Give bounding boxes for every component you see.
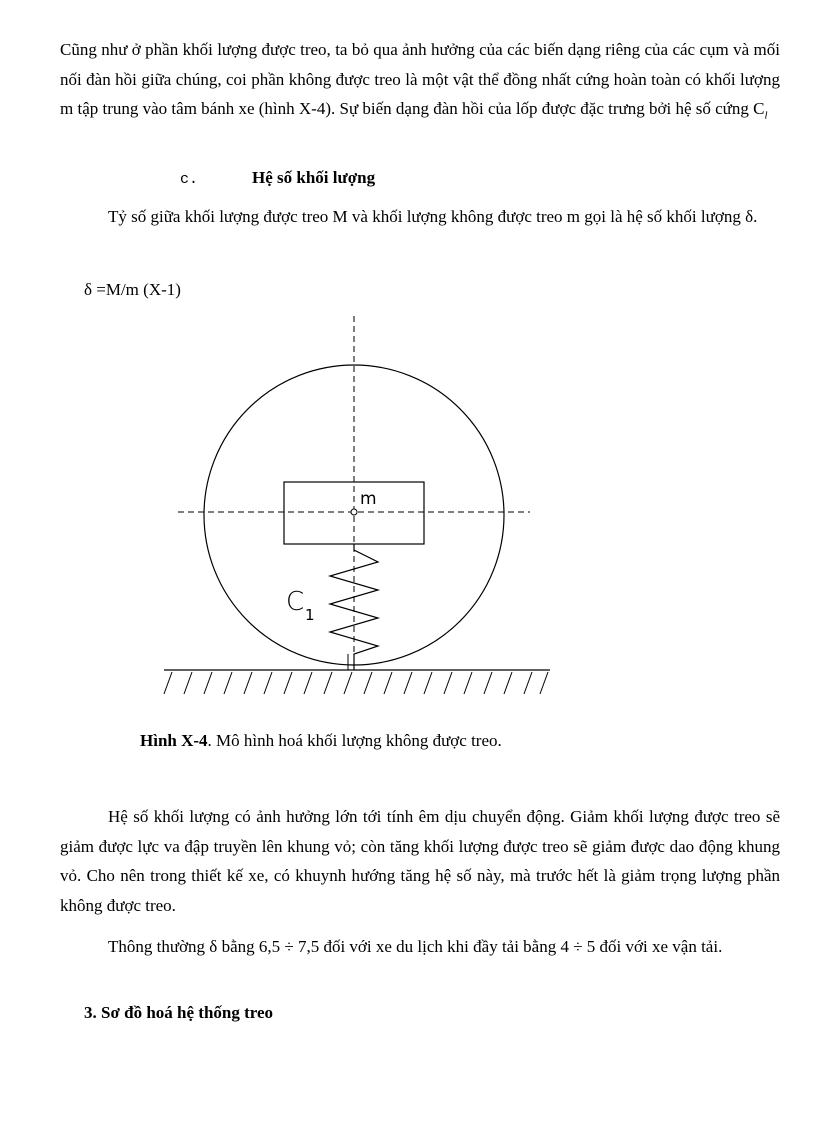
formula-x1: δ =M/m (X-1) [84, 280, 181, 299]
mass-label: m [360, 489, 377, 509]
caption-label: Hình X-4 [140, 731, 208, 750]
section-heading-3: 3. Sơ đồ hoá hệ thống treo [84, 1003, 274, 1022]
paragraph-intro: Cũng như ở phần khối lượng được treo, ta bỏ qua ảnh hưởng của các biến dạng riêng của các cụm và mối nối đàn hồi giữa chúng, coi phần không được treo là một vật thể đồng nhất cứng hoàn toàn có khối lượng m tập trung vào tâm bánh xe (hình X-4). Sự biến dạng đàn hồi của lốp được đặc trưng bởi hệ số cứng $C_l$ [60, 40, 780, 122]
paragraph-definition: Tỷ số giữa khối lượng được treo M và khối lượng không được treo m gọi là hệ số khối lượng δ. [108, 207, 758, 226]
subsection-title: Hệ số khối lượng [252, 168, 376, 187]
subsection-letter: c. [180, 171, 199, 188]
caption-text: . Mô hình hoá khối lượng không được treo. [207, 731, 502, 750]
subsection-heading [180, 166, 375, 192]
wheel-center [351, 509, 357, 515]
figure-x4-diagram [150, 312, 560, 702]
paragraph-effect: Hệ số khối lượng có ảnh hưởng lớn tới tính êm dịu chuyển động. Giảm khối lượng được treo sẽ giảm được lực va đập truyền lên khung vỏ; còn tăng khối lượng được treo sẽ giảm được dao động khung vỏ. Cho nên trong thiết kế xe, có khuynh hướng tăng hệ số này, mà trước hết là giảm trọng lượng phần không được treo. [60, 807, 780, 915]
paragraph-typical: Thông thường δ bằng 6,5 ÷ 7,5 đối với xe du lịch khi đầy tải bằng 4 ÷ 5 đối với xe vận tải. [108, 937, 723, 956]
spring-subscript: 1 [305, 606, 315, 624]
ground-hatching [164, 672, 548, 694]
figure-caption [140, 729, 502, 753]
subscript-l: l [764, 109, 768, 122]
spring-label: C [286, 587, 305, 617]
